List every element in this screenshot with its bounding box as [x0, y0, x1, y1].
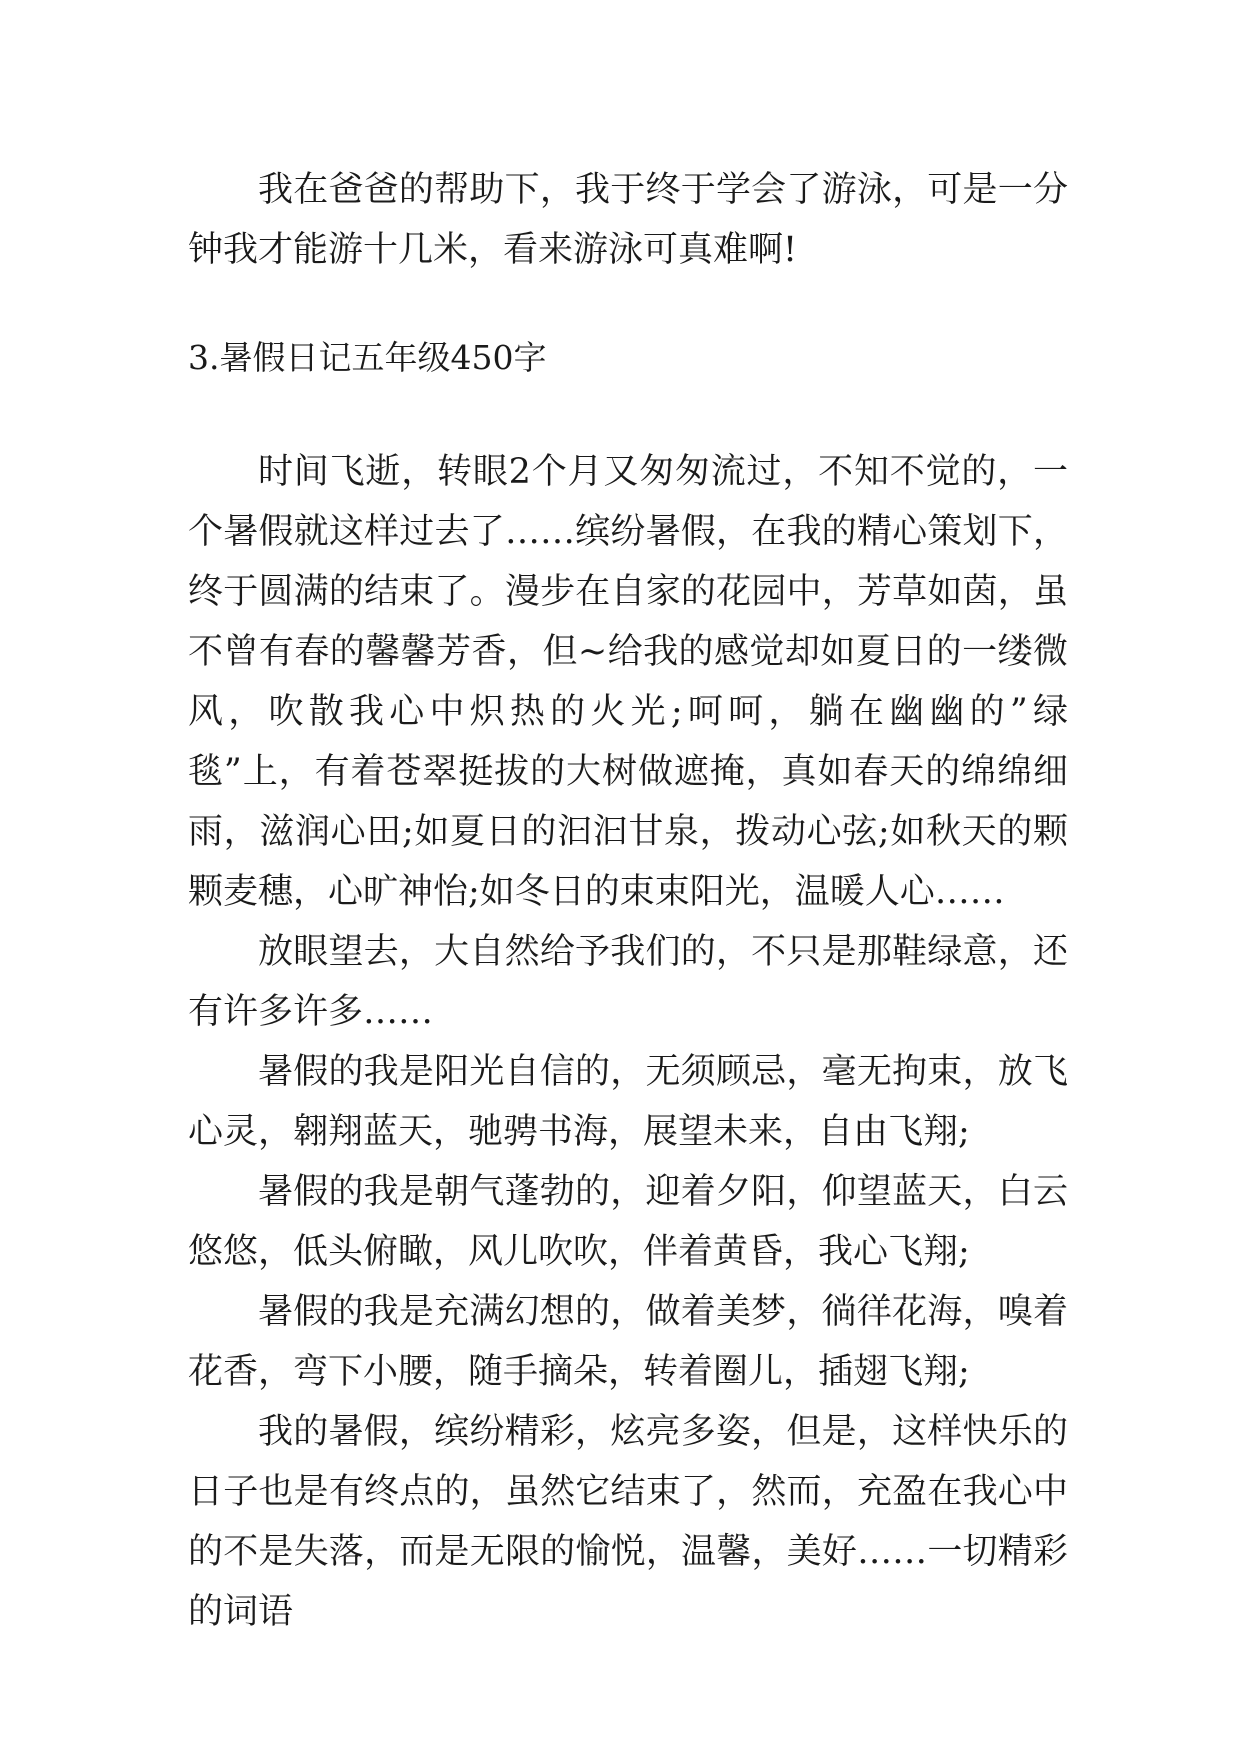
- document-body: [188, 160, 1068, 1642]
- body-paragraph-6: 我的暑假，缤纷精彩，炫亮多姿，但是，这样快乐的日子也是有终点的，虽然它结束了，然而，充盈在我心中的不是失落，而是无限的愉悦，温馨，美好……一切精彩的词语: [188, 1412, 1068, 1632]
- body-paragraph-2: 放眼望去，大自然给予我们的，不只是那鞋绿意，还有许多许多……: [188, 932, 1068, 1032]
- body-paragraph-5: 暑假的我是充满幻想的，做着美梦，徜徉花海，嗅着花香，弯下小腰，随手摘朵，转着圈儿，插翅飞翔;: [188, 1292, 1068, 1392]
- body-paragraph-3: 暑假的我是阳光自信的，无须顾忌，毫无拘束，放飞心灵，翱翔蓝天，驰骋书海，展望未来，自由飞翔;: [188, 1052, 1068, 1152]
- body-paragraph-1: 时间飞逝，转眼2个月又匆匆流过，不知不觉的，一个暑假就这样过去了……缤纷暑假，在我的精心策划下，终于圆满的结束了。漫步在自家的花园中，芳草如茵，虽不曾有春的馨馨芳香，但~给我的感觉却如夏日的一缕微风，吹散我心中炽热的火光;呵呵，躺在幽幽的”绿毯”上，有着苍翠挺拔的大树做遮掩，真如春天的绵绵细雨，滋润心田;如夏日的汩汩甘泉，拨动心弦;如秋天的颗颗麦穗，心旷神怡;如冬日的束束阳光，温暖人心……: [188, 452, 1068, 912]
- section-heading: 3.暑假日记五年级450字: [188, 338, 547, 377]
- intro-paragraph: 我在爸爸的帮助下，我于终于学会了游泳，可是一分钟我才能游十几米，看来游泳可真难啊!: [188, 170, 1068, 270]
- body-paragraph-4: 暑假的我是朝气蓬勃的，迎着夕阳，仰望蓝天，白云悠悠，低头俯瞰，风儿吹吹，伴着黄昏，我心飞翔;: [188, 1172, 1068, 1272]
